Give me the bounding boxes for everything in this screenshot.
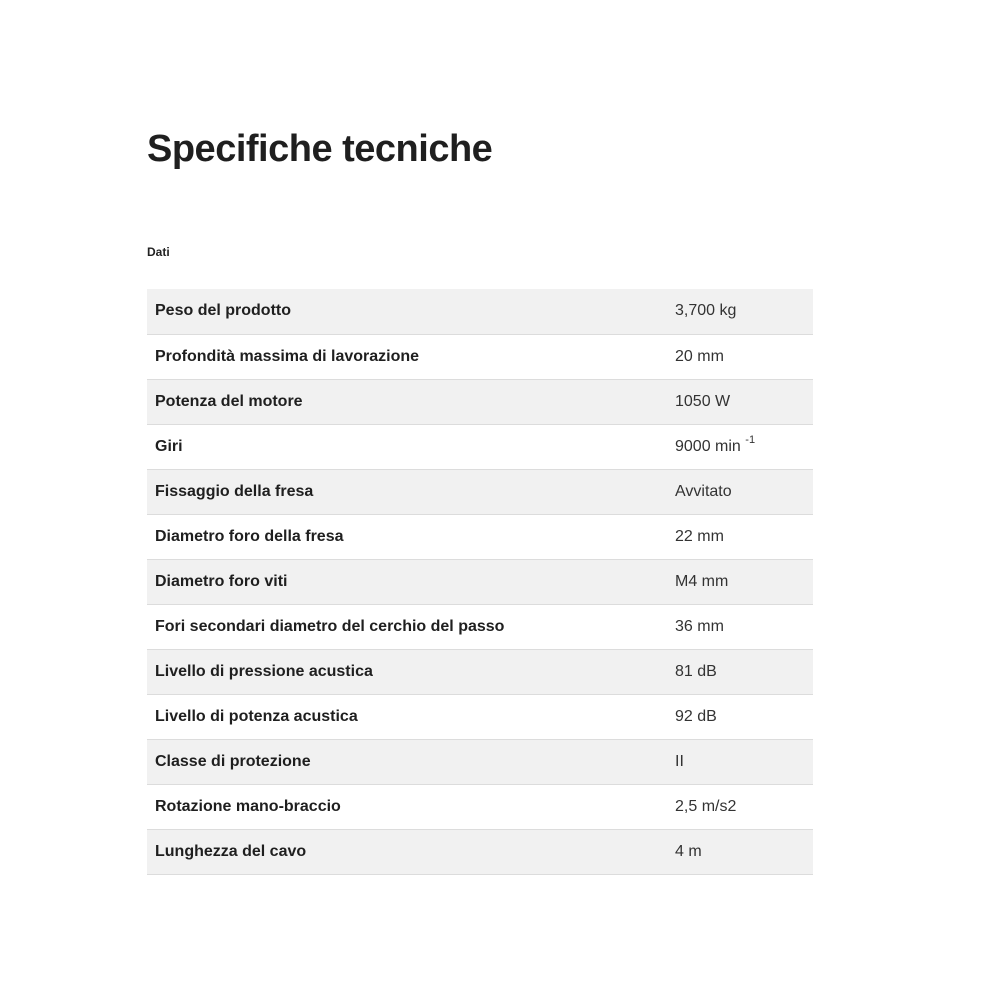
table-row [147,784,813,829]
spec-name: Livello di potenza acustica [155,707,358,725]
spec-value-exponent: -1 [745,433,756,446]
section-label: Dati [147,245,170,259]
table-row [147,289,813,334]
table-row [147,559,813,604]
spec-name: Peso del prodotto [155,302,291,320]
spec-name: Potenza del motore [155,392,303,410]
table-row [147,379,813,424]
spec-name: Classe di protezione [155,752,311,770]
spec-value: 2,5 m/s2 [675,797,737,815]
spec-value: Avvitato [675,482,732,500]
table-row [147,604,813,649]
spec-name: Fissaggio della fresa [155,482,314,500]
spec-value-text: 9000 min [675,437,741,455]
spec-value [675,424,813,469]
table-row [147,334,813,379]
spec-value: 1050 W [675,392,731,410]
spec-value: 20 mm [675,347,724,365]
spec-value: 22 mm [675,527,724,545]
spec-name: Livello di pressione acustica [155,662,373,680]
page-title: Specifiche tecniche [147,128,493,170]
spec-value: 92 dB [675,707,717,725]
spec-name: Giri [155,437,183,455]
spec-name: Diametro foro viti [155,572,288,590]
spec-value: 36 mm [675,617,724,635]
spec-name: Lunghezza del cavo [155,842,307,860]
spec-value: 81 dB [675,662,717,680]
spec-name: Diametro foro della fresa [155,527,344,545]
table-row [147,424,813,469]
spec-name: Profondità massima di lavorazione [155,347,420,365]
spec-name: Fori secondari diametro del cerchio del passo [155,617,505,635]
spec-value: 4 m [675,842,702,860]
spec-value: 3,700 kg [675,302,737,320]
spec-name: Rotazione mano-braccio [155,797,341,815]
spec-value: II [675,752,684,770]
table-row [147,469,813,514]
table-row [147,694,813,739]
table-row [147,514,813,559]
table-row [147,739,813,784]
table-row [147,649,813,694]
spec-table [147,289,813,875]
table-row [147,829,813,874]
spec-value: M4 mm [675,572,729,590]
